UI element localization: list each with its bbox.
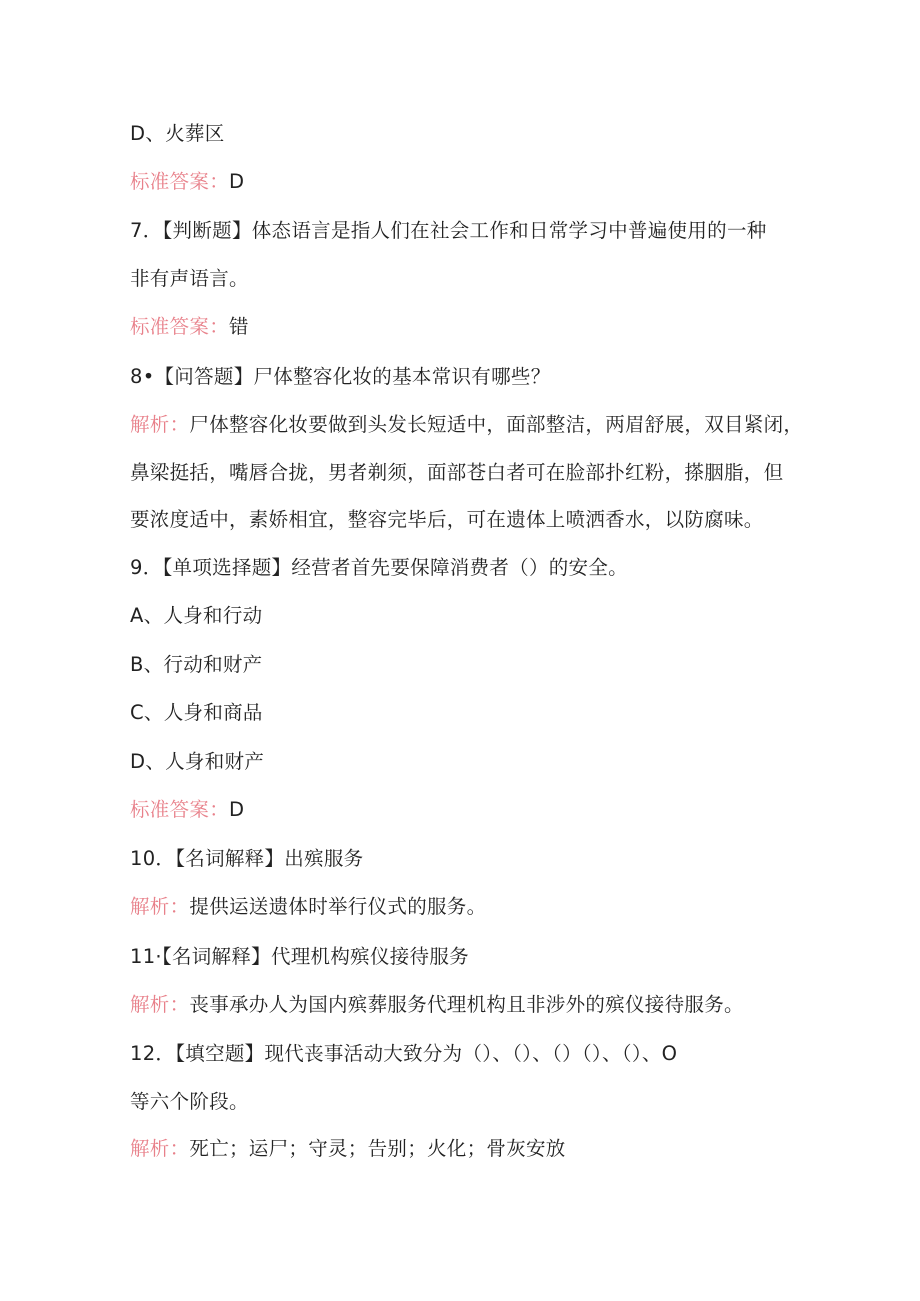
- line-text: D、火葬区: [130, 122, 225, 145]
- standard-answer-q7: [130, 314, 249, 340]
- answer-value: D: [229, 798, 245, 821]
- analysis-q11: [130, 992, 744, 1018]
- option-d-火葬区: [130, 121, 225, 147]
- question-7-line-1: [130, 218, 767, 244]
- question-11: [130, 944, 469, 970]
- line-text: C、人身和商品: [130, 701, 263, 724]
- answer-label: 标准答案：: [130, 170, 230, 193]
- line-text: 10．【名词解释】出殡服务: [130, 847, 364, 870]
- analysis-label: 解析：: [130, 993, 190, 1016]
- standard-answer-q6: [130, 169, 244, 195]
- question-10: [130, 846, 363, 872]
- line-text: 11·【名词解释】代理机构殡仪接待服务: [130, 945, 469, 968]
- question-8: [130, 364, 551, 390]
- analysis-q8-line-3: [130, 507, 764, 533]
- question-12-line-2: [130, 1089, 249, 1115]
- line-text: 非有声语言。: [130, 267, 249, 290]
- option-c: [130, 700, 263, 726]
- analysis-q12: [130, 1136, 566, 1162]
- analysis-q10: [130, 894, 486, 920]
- line-text: 等六个阶段。: [130, 1090, 249, 1113]
- answer-value: D: [229, 170, 245, 193]
- question-12-line-1: [130, 1041, 677, 1067]
- question-9: [130, 555, 628, 581]
- line-text: 要浓度适中，素娇相宜，整容完毕后，可在遗体上喷洒香水，以防腐味。: [130, 508, 764, 531]
- answer-label: 标准答案：: [130, 798, 230, 821]
- line-text: B、行动和财产: [130, 653, 263, 676]
- line-text: A、人身和行动: [130, 604, 263, 627]
- line-text: 8•【问答题】尸体整容化妆的基本常识有哪些？: [130, 365, 551, 388]
- analysis-label: 解析：: [130, 413, 190, 436]
- answer-label: 标准答案：: [130, 315, 230, 338]
- standard-answer-q9: [130, 797, 244, 823]
- analysis-label: 解析：: [130, 895, 190, 918]
- line-text: D、人身和财产: [130, 750, 265, 773]
- analysis-value: 丧事承办人为国内殡葬服务代理机构且非涉外的殡仪接待服务。: [189, 993, 744, 1016]
- analysis-q8-line-2: [130, 460, 783, 486]
- line-text: 7．【判断题】体态语言是指人们在社会工作和日常学习中普遍使用的一种: [130, 219, 767, 242]
- analysis-value: 提供运送遗体时举行仪式的服务。: [189, 895, 487, 918]
- option-d: [130, 749, 264, 775]
- analysis-value: 死亡；运尸；守灵；告别；火化；骨灰安放: [189, 1137, 566, 1160]
- analysis-q8-line-1: [130, 412, 803, 438]
- analysis-value: 尸体整容化妆要做到头发长短适中，面部整洁，两眉舒展，双目紧闭，: [189, 413, 804, 436]
- line-text: 9．【单项选择题】经营者首先要保障消费者（）的安全。: [130, 556, 628, 579]
- option-a: [130, 603, 262, 629]
- line-text: 鼻梁挺括，嘴唇合拢，男者剃须，面部苍白者可在脸部扑红粉，搽胭脂，但: [130, 461, 784, 484]
- option-b: [130, 652, 262, 678]
- question-7-line-2: [130, 266, 249, 292]
- line-text: 12．【填空题】现代丧事活动大致分为（）、（）、（）（）、（）、O: [130, 1042, 678, 1065]
- analysis-label: 解析：: [130, 1137, 190, 1160]
- answer-value: 错: [229, 315, 249, 338]
